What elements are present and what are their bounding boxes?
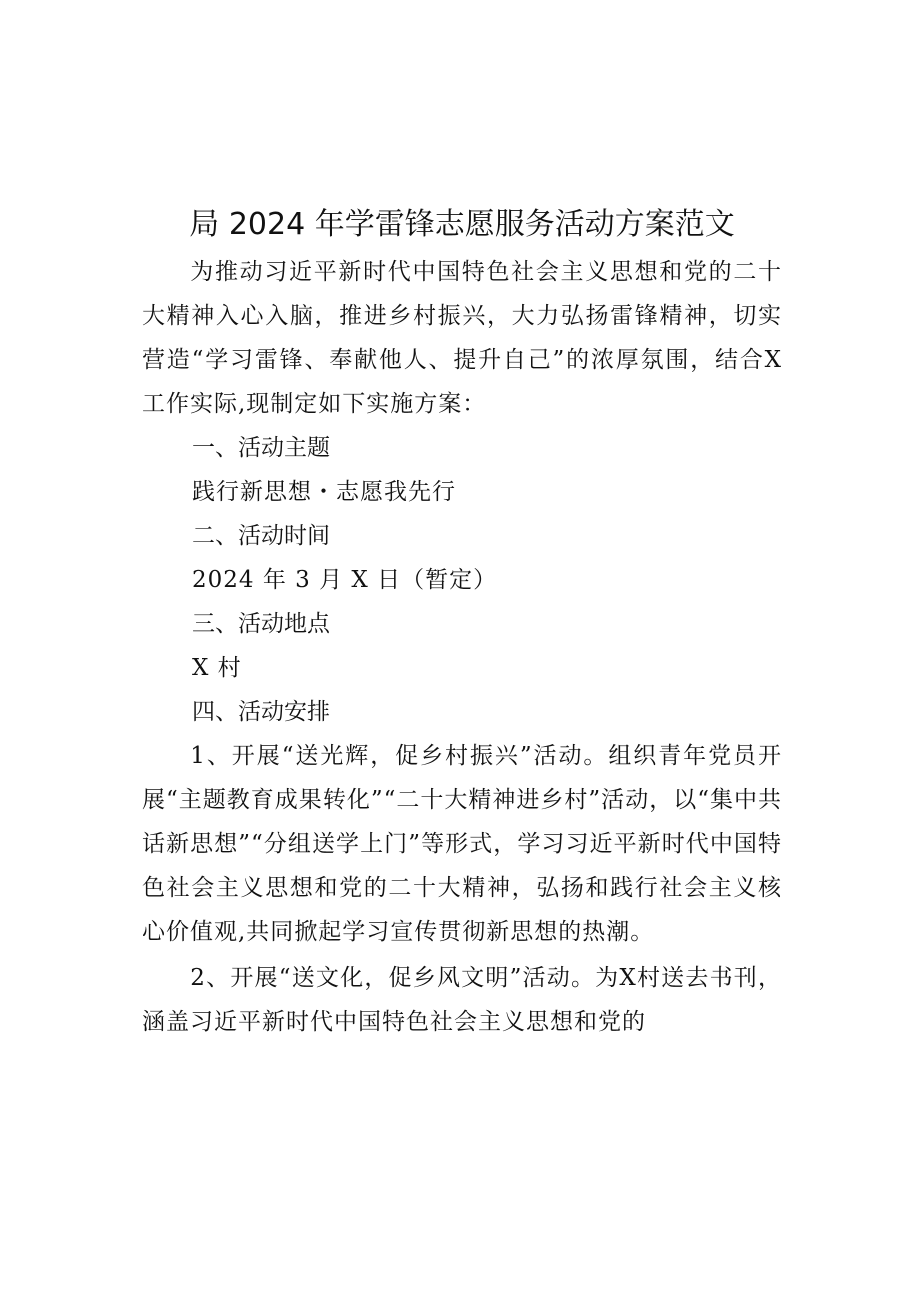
intro-paragraph: 为推动习近平新时代中国特色社会主义思想和党的二十大精神入心入脑，推进乡村振兴，大力弘扬雷锋精神，切实营造“学习雷锋、奉献他人、提升自己”的浓厚氛围，结合X工作实际,现制定如下实施方案： bbox=[142, 259, 782, 417]
section-heading-location: 三、活动地点 bbox=[192, 611, 330, 637]
arrangement-item-1: 1、开展“送光辉，促乡村振兴”活动。组织青年党员开展“主题教育成果转化”“二十大精神进乡村”活动，以“集中共话新思想”“分组送学上门”等形式，学习习近平新时代中国特色社会主义思想和党的二十大精神，弘扬和践行社会主义核心价值观,共同掀起学习宣传贯彻新思想的热潮。 bbox=[142, 743, 782, 945]
section-heading-time: 二、活动时间 bbox=[192, 523, 330, 549]
section-value-location: X 村 bbox=[192, 655, 242, 681]
document-title: 局 2024 年学雷锋志愿服务活动方案范文 bbox=[189, 207, 735, 242]
arrangement-item-2: 2、开展“送文化，促乡风文明”活动。为X村送去书刊，涵盖习近平新时代中国特色社会主义思想和党的 bbox=[142, 965, 782, 1035]
section-value-theme: 践行新思想・志愿我先行 bbox=[192, 479, 456, 505]
document-body bbox=[142, 200, 782, 1044]
section-heading-arrangement: 四、活动安排 bbox=[192, 699, 330, 725]
section-value-time: 2024 年 3 月 X 日（暂定） bbox=[192, 567, 498, 593]
section-heading-theme: 一、活动主题 bbox=[192, 435, 330, 461]
